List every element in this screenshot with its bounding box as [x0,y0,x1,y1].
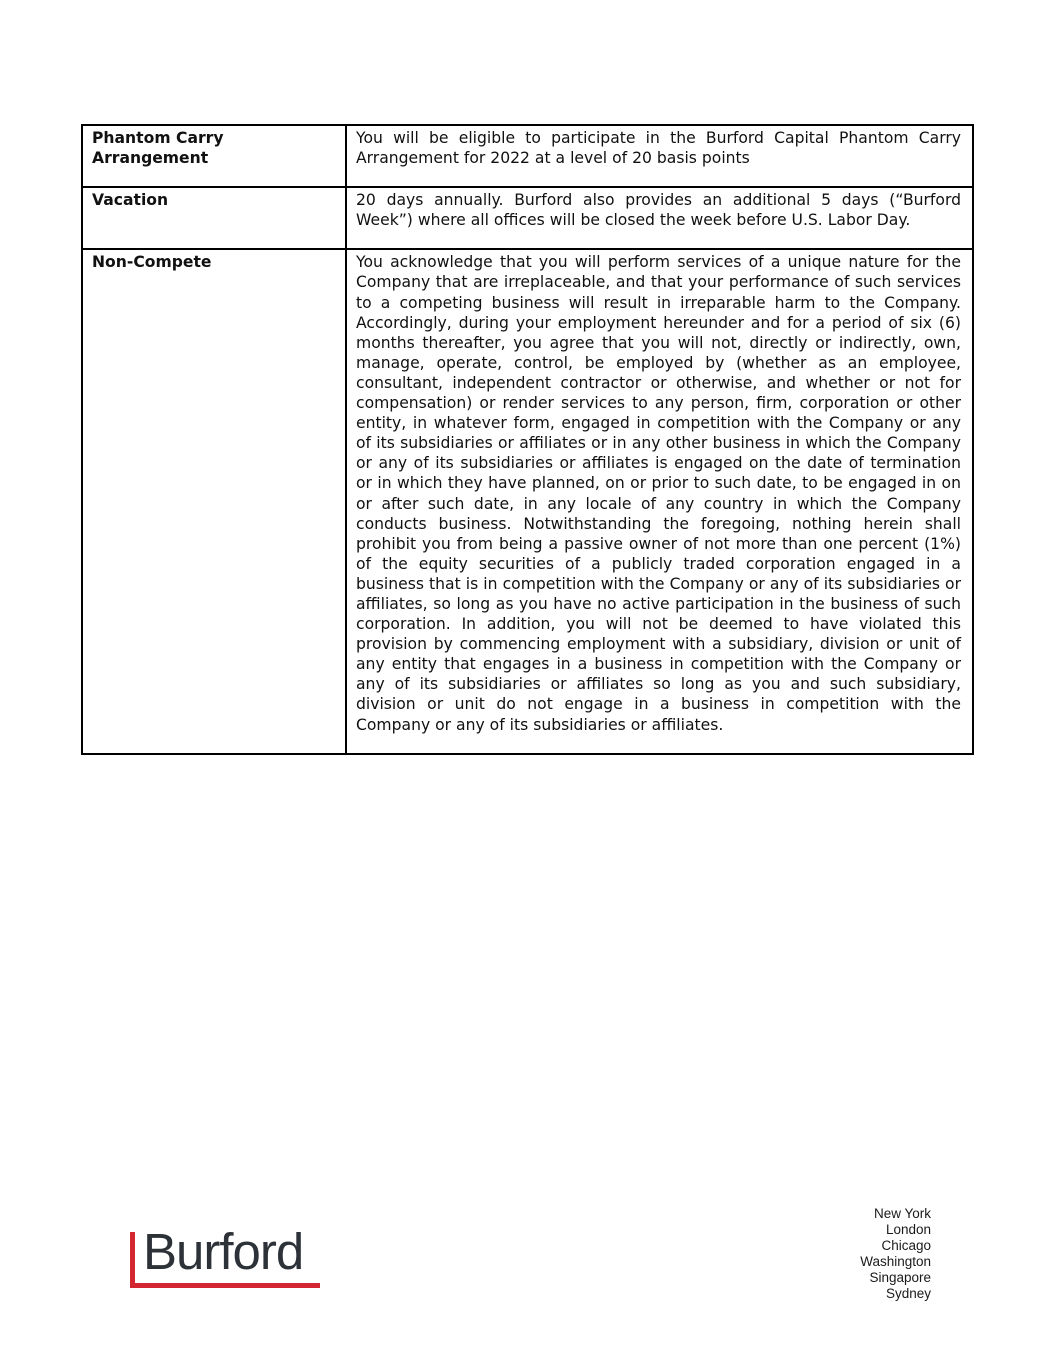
burford-logo [130,1223,325,1290]
term-label: Non-Compete [82,249,346,753]
office-list [860,1206,931,1301]
table-row [82,187,973,249]
terms-table [81,124,974,755]
logo-bracket-horizontal [130,1283,320,1288]
logo-bracket-vertical [130,1232,135,1288]
logo-text: Burford [143,1223,304,1280]
office-item: New York [873,1206,931,1221]
office-item: Sydney [885,1285,931,1301]
term-text: You will be eligible to participate in the Burford Capital Phantom Carry Arrangement for 2022 at a level of 20 basis points [346,125,973,187]
term-text: You acknowledge that you will perform services of a unique nature for the Company that are irreplaceable, and that your performance of such services to a competing business will result in irreparable harm to the Company. Accordingly, during your employment hereunder and for a period of six (6) months thereafter, you agree that you will not, directly or indirectly, own, manage, operate, control, be employed by (whether as an employee, consultant, independent contractor or otherwise, and whether or not for compensation) or render services to any person, firm, corporation or other entity, in whatever form, engaged in competition with the Company or any of its subsidiaries or affiliates or in any other business in which the Company or any of its subsidiaries or affiliates is engaged on the date of termination or in which they have planned, on or prior to such date, to be engaged in on or after such date, in any locale of any country in which the Company conducts business. Notwithstanding the foregoing, nothing herein shall prohibit you from being a passive owner of not more than one percent (1%) of the equity securities of a publicly traded corporation engaged in a business that is in competition with the Company or any of its subsidiaries or affiliates, so long as you have no active participation in the business of such corporation. In addition, you will not be deemed to have violated this provision by commencing employment with a subsidiary, division or unit of any entity that engages in a business in competition with the Company or any of its subsidiaries or affiliates so long as you and such subsidiary, division or unit do not engage in a business in competition with the Company or any of its subsidiaries or affiliates. [346,249,973,753]
term-label: Vacation [82,187,346,249]
term-label: Phantom Carry Arrangement [82,125,346,187]
office-item: Chicago [881,1237,931,1253]
term-text: 20 days annually. Burford also provides an additional 5 days (“Burford Week”) where all offices will be closed the week before U.S. Labor Day. [346,187,973,249]
office-item: Singapore [869,1269,931,1285]
table-row [82,125,973,187]
office-item: Washington [860,1253,931,1269]
office-item: London [885,1221,931,1237]
table-row [82,249,973,753]
